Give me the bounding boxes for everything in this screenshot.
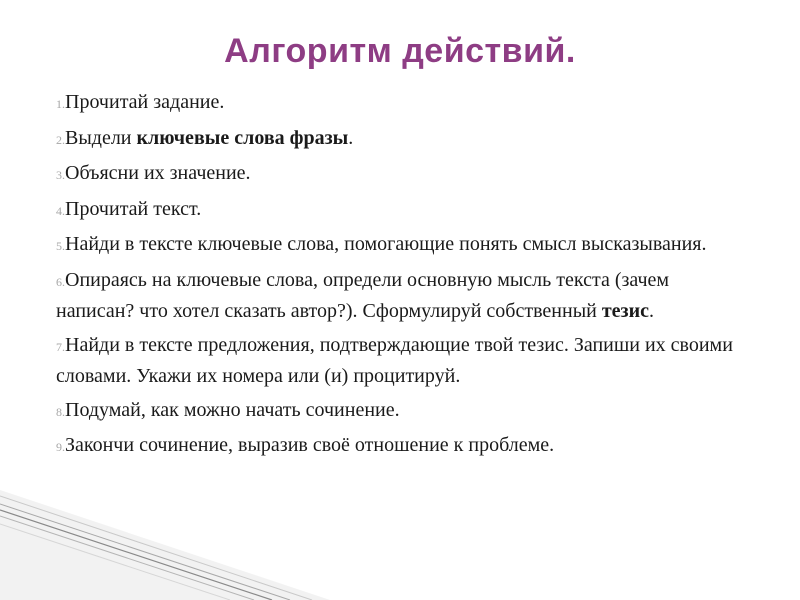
step-number: 3. [56, 168, 65, 182]
step-text: Найди в тексте предложения, подтверждающие твой тезис. Запиши их своими словами. Укажи их номера или (и) процитируй. [56, 333, 733, 387]
step-text: Закончи сочинение, выразив своё отношение к проблеме. [65, 434, 555, 456]
step-number: 1. [56, 97, 65, 111]
step-text: Найди в тексте ключевые слова, помогающие понять смысл высказывания. [65, 233, 707, 255]
slide-title: Алгоритм действий. [224, 32, 576, 70]
step-number: 8. [56, 404, 65, 419]
step-item [56, 195, 736, 227]
step-number: 7. [56, 339, 65, 354]
step-item [56, 159, 736, 191]
step-number: 4. [56, 203, 65, 218]
step-item [56, 88, 736, 120]
step-text: Прочитай текст. [65, 197, 202, 220]
step-text: Прочитай задание. [65, 91, 225, 113]
step-text-bold: тезис [601, 300, 649, 322]
step-number: 2. [56, 132, 65, 147]
step-text: . [348, 126, 354, 149]
step-text-bold: ключевые слова фразы [136, 126, 349, 149]
step-text: . [649, 300, 654, 322]
corner-decoration [0, 490, 330, 600]
step-item [56, 124, 736, 156]
step-text: Выдели [65, 126, 137, 149]
step-item [56, 431, 736, 463]
step-text: Объясни их значение. [65, 162, 251, 184]
step-item [56, 396, 736, 428]
steps-list [56, 88, 736, 467]
step-item [56, 266, 736, 327]
step-item [56, 230, 736, 262]
step-number: 5. [56, 239, 65, 253]
step-item [56, 331, 736, 392]
step-number: 6. [56, 274, 65, 289]
step-number: 9. [56, 440, 65, 454]
step-text: Опираясь на ключевые слова, определи основную мысль текста (зачем написан? что хотел сказать автор?). Сформулируй собственный [56, 268, 670, 322]
step-text: Подумай, как можно начать сочинение. [65, 398, 400, 421]
